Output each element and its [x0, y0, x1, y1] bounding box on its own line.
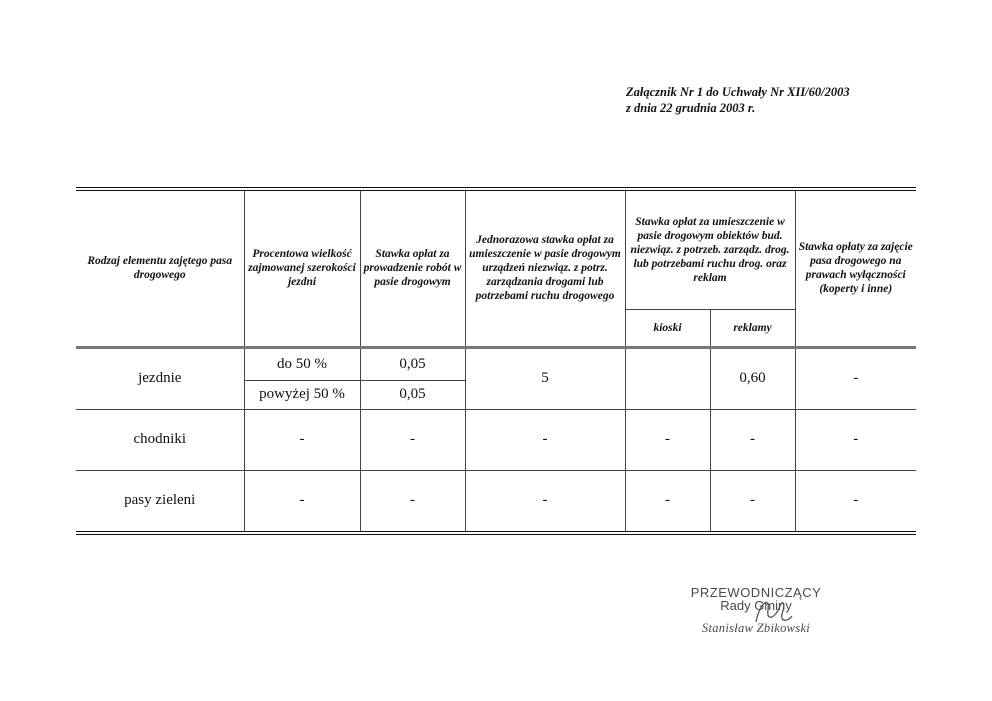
- header-objects-rate: Stawka opłat za umieszczenie w pasie drogowym obiektów bud. niezwiąz. z potrzeb. zarządz. drog. lub potrzebami ruchu drog. oraz reklam: [625, 189, 795, 309]
- ads-cell: -: [710, 470, 795, 533]
- header-width-percent: Procentowa wielkość zajmowanej szerokości jezdni: [244, 189, 360, 347]
- pct-cell: -: [244, 470, 360, 533]
- pct-cell: do 50 %: [244, 347, 360, 380]
- row-label: pasy zieleni: [76, 470, 244, 533]
- one-time-cell: -: [465, 470, 625, 533]
- stamp-council: Rady Gminy: [720, 598, 792, 613]
- attachment-title: Załącznik Nr 1 do Uchwały Nr XII/60/2003: [626, 85, 850, 99]
- header-works-rate: Stawka opłat za prowadzenie robót w pasie drogowym: [360, 189, 465, 347]
- exclusive-cell: -: [795, 347, 916, 409]
- signature-scribble: [752, 592, 794, 632]
- exclusive-cell: -: [795, 470, 916, 533]
- header-one-time-rate: Jednorazowa stawka opłat za umieszczenie w pasie drogowym urządzeń niezwiąz. z potrz. zarządzania drogami lub potrzebami ruchu drogowego: [465, 189, 625, 347]
- rate-cell: 0,05: [360, 380, 465, 409]
- row-label: jezdnie: [138, 370, 182, 386]
- exclusive-cell: -: [795, 409, 916, 470]
- header-exclusive-rate: Stawka opłaty za zajęcie pasa drogowego na prawach wyłączności (koperty i inne): [795, 189, 916, 347]
- header-kiosks: kioski: [625, 309, 710, 347]
- table-row-pasy-zieleni: [76, 470, 916, 533]
- kiosks-cell: -: [625, 470, 710, 533]
- kiosks-cell: -: [625, 409, 710, 470]
- fee-table: [76, 187, 916, 535]
- rate-cell: 0,05: [360, 347, 465, 380]
- pct-cell: -: [244, 409, 360, 470]
- pct-cell: powyżej 50 %: [244, 380, 360, 409]
- rate-cell: -: [360, 470, 465, 533]
- stamp-title: PRZEWODNICZĄCY: [690, 585, 822, 600]
- table-row-jezdnie: [76, 347, 916, 380]
- ads-cell: -: [710, 409, 795, 470]
- attachment-header: [626, 84, 850, 116]
- ads-cell: 0,60: [710, 347, 795, 409]
- one-time-cell: 5: [465, 347, 625, 409]
- kiosks-cell: [625, 347, 710, 409]
- attachment-date: z dnia 22 grudnia 2003 r.: [626, 101, 756, 115]
- rate-cell: -: [360, 409, 465, 470]
- one-time-cell: -: [465, 409, 625, 470]
- header-row: [76, 189, 916, 309]
- header-element-type: Rodzaj elementu zajętego pasa drogowego: [76, 189, 244, 347]
- row-label: chodniki: [76, 409, 244, 470]
- table-row-chodniki: [76, 409, 916, 470]
- header-ads: reklamy: [710, 309, 795, 347]
- stamp-name: Stanisław Zbikowski: [701, 621, 811, 635]
